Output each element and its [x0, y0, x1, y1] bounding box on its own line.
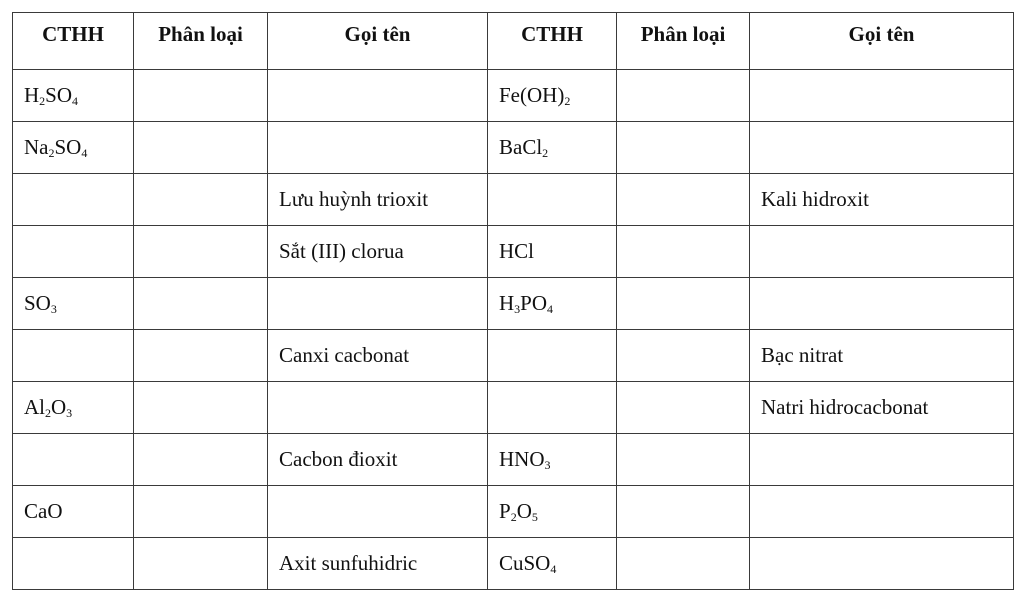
formula-cell: $Fe(OH)_2$: [488, 70, 617, 122]
name-cell: [268, 122, 488, 174]
formula-cell: [13, 330, 134, 382]
formula-cell: $H_3PO_4$: [488, 278, 617, 330]
table-row: [13, 330, 1014, 382]
name-cell: [268, 486, 488, 538]
classification-cell: [134, 174, 268, 226]
classification-cell: [617, 486, 750, 538]
header-row: [13, 13, 1014, 70]
table-row: [13, 382, 1014, 434]
classification-cell: [617, 382, 750, 434]
formula-cell: HCl: [488, 226, 617, 278]
formula-cell: $SO_3$: [13, 278, 134, 330]
formula-cell: BaCl$_2$: [488, 122, 617, 174]
table-row: [13, 486, 1014, 538]
classification-cell: [617, 538, 750, 590]
name-cell: [750, 486, 1014, 538]
formula-cell: $P_2O_5$: [488, 486, 617, 538]
formula-cell: [488, 174, 617, 226]
formula-cell: CaO: [13, 486, 134, 538]
classification-cell: [134, 278, 268, 330]
classification-cell: [617, 70, 750, 122]
name-cell: Natri hidrocacbonat: [750, 382, 1014, 434]
table-row: [13, 122, 1014, 174]
formula-cell: [13, 174, 134, 226]
formula-cell: $Na_2SO_4$: [13, 122, 134, 174]
classification-cell: [134, 538, 268, 590]
formula-cell: CuSO$_4$: [488, 538, 617, 590]
table-row: [13, 70, 1014, 122]
name-cell: Bạc nitrat: [750, 330, 1014, 382]
classification-cell: [134, 382, 268, 434]
formula-cell: [488, 330, 617, 382]
name-cell: [750, 434, 1014, 486]
classification-cell: [134, 226, 268, 278]
name-cell: [750, 278, 1014, 330]
header-cthh: CTHH: [488, 13, 617, 70]
classification-cell: [134, 122, 268, 174]
classification-cell: [617, 330, 750, 382]
name-cell: Canxi cacbonat: [268, 330, 488, 382]
name-cell: [268, 278, 488, 330]
name-cell: Sắt (III) clorua: [268, 226, 488, 278]
classification-cell: [617, 434, 750, 486]
formula-cell: $Al_2O_3$: [13, 382, 134, 434]
name-cell: Cacbon đioxit: [268, 434, 488, 486]
name-cell: Lưu huỳnh trioxit: [268, 174, 488, 226]
name-cell: Axit sunfuhidric: [268, 538, 488, 590]
classification-cell: [617, 278, 750, 330]
table-row: [13, 174, 1014, 226]
header-phan-loai: Phân loại: [617, 13, 750, 70]
name-cell: [750, 122, 1014, 174]
name-cell: [268, 70, 488, 122]
header-goi-ten: Gọi tên: [268, 13, 488, 70]
classification-cell: [134, 330, 268, 382]
chemistry-table: [12, 12, 1014, 590]
formula-cell: $H_2SO_4$: [13, 70, 134, 122]
classification-cell: [617, 226, 750, 278]
header-cthh: CTHH: [13, 13, 134, 70]
header-goi-ten: Gọi tên: [750, 13, 1014, 70]
header-phan-loai: Phân loại: [134, 13, 268, 70]
table-row: [13, 226, 1014, 278]
table-body: [13, 70, 1014, 590]
formula-cell: [488, 382, 617, 434]
table-row: [13, 538, 1014, 590]
classification-cell: [134, 70, 268, 122]
table-row: [13, 434, 1014, 486]
classification-cell: [134, 434, 268, 486]
name-cell: [750, 226, 1014, 278]
classification-cell: [134, 486, 268, 538]
formula-cell: [13, 434, 134, 486]
table-header: [13, 13, 1014, 70]
formula-cell: [13, 226, 134, 278]
classification-cell: [617, 122, 750, 174]
name-cell: [750, 70, 1014, 122]
name-cell: [750, 538, 1014, 590]
table-row: [13, 278, 1014, 330]
classification-cell: [617, 174, 750, 226]
formula-cell: $HNO_3$: [488, 434, 617, 486]
formula-cell: [13, 538, 134, 590]
name-cell: Kali hidroxit: [750, 174, 1014, 226]
name-cell: [268, 382, 488, 434]
